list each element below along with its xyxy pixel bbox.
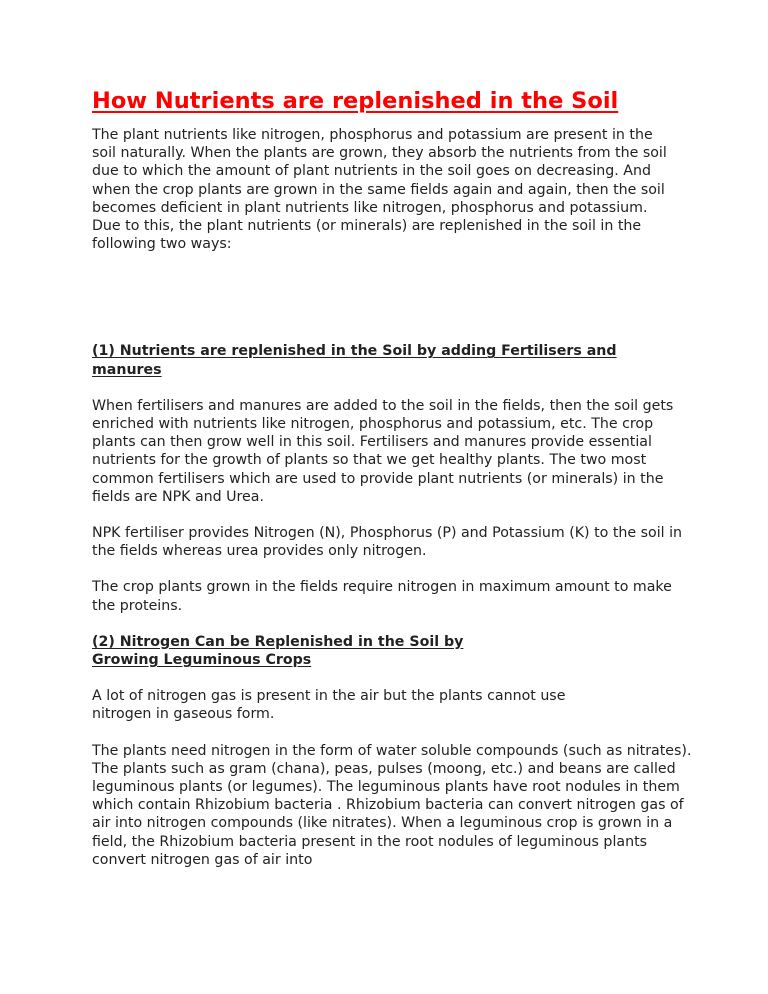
section-heading-leguminous: (2) Nitrogen Can be Replenished in the Soil by Growing Leguminous Crops: [92, 633, 464, 669]
paragraph: The plants need nitrogen in the form of water soluble compounds (such as nitrates). The plants such as gram (chana), peas, pulses (moong, etc.) and beans are called leguminous plants (or legumes). The leguminous plants have root nodules in them which contain Rhizobium bacteria . Rhizobium bacteria can convert nitrogen gas of air into nitrogen compounds (like nitrates). When a leguminous crop is grown in a field, the Rhizobium bacteria present in the root nodules of leguminous plants convert nitrogen gas of air into: [92, 742, 692, 868]
paragraph: The crop plants grown in the fields require nitrogen in maximum amount to make the proteins.: [92, 579, 672, 614]
section-leguminous: [92, 633, 692, 869]
spacer: [92, 253, 692, 342]
paragraph: A lot of nitrogen gas is present in the air but the plants cannot use nitrogen in gaseous form.: [92, 688, 566, 723]
section-heading-fertilisers: (1) Nutrients are replenished in the Soil by adding Fertilisers and manures: [92, 343, 617, 378]
intro-paragraph: The plant nutrients like nitrogen, phosphorus and potassium are present in the soil naturally. When the plants are grown, they absorb the nutrients from the soil due to which the amount of plant nutrients in the soil goes on decreasing. And when the crop plants are grown in the same fields again and again, then the soil becomes deficient in plant nutrients like nitrogen, phosphorus and potassium. Due to this, the plant nutrients (or minerals) are replenished in the soil in the following two ways:: [92, 127, 667, 253]
paragraph: When fertilisers and manures are added to the soil in the fields, then the soil gets enriched with nutrients like nitrogen, phosphorus and potassium, etc. The crop plants can then grow well in this soil. Fertilisers and manures provide essential nutrients for the growth of plants so that we get healthy plants. The two most common fertilisers which are used to provide plant nutrients (or minerals) in the fields are NPK and Urea.: [92, 397, 674, 505]
paragraph: NPK fertiliser provides Nitrogen (N), Phosphorus (P) and Potassium (K) to the soil in the fields whereas urea provides only nitrogen.: [92, 525, 683, 560]
section-fertilisers: [92, 342, 692, 614]
page-title: How Nutrients are replenished in the Soil: [92, 88, 619, 114]
document-page: [92, 86, 692, 869]
